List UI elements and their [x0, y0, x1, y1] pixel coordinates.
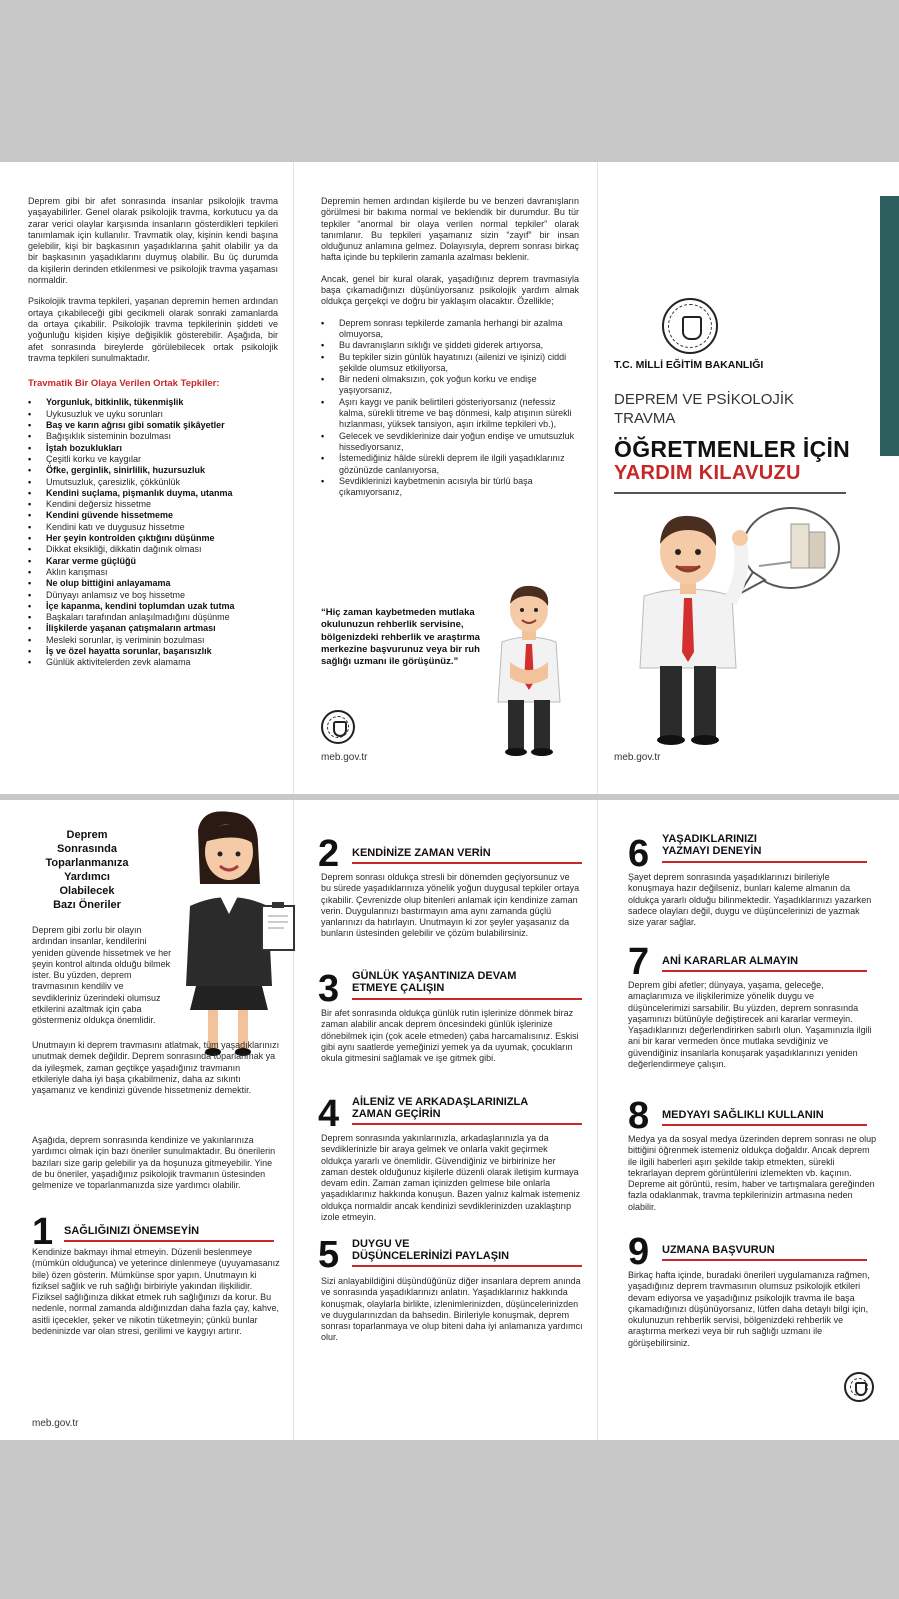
section-number: 8: [628, 1095, 650, 1137]
cover-title-red: YARDIM KILAVUZU: [614, 462, 801, 484]
list-item: • İlişkilerde yaşanan çatışmaların artması: [28, 623, 278, 634]
section-divider: [352, 1123, 582, 1125]
section-title-line: YAZMAYI DENEYİN: [662, 845, 762, 857]
section-divider: [64, 1240, 274, 1242]
section-title-line: ETMEYE ÇALIŞIN: [352, 982, 445, 994]
section-title: MEDYAYI SAĞLIKLI KULLANIN: [662, 1109, 824, 1121]
list-item: • Dünyayı anlamsız ve boş hissetme: [28, 590, 278, 601]
when-to-seek-help-paragraph: Ancak, genel bir kural olarak, yaşadığınız deprem travmasıyla başa çıkamadığınızı düşünüyorsanız psikolojik yardım almak oldukça gerçekçi ve doğru bir yaklaşım olacaktır. Özellikle;: [321, 273, 579, 307]
tips-title-line: Deprem: [66, 829, 108, 841]
list-item: • Dikkat eksikliği, dikkatin dağınık olması: [28, 544, 278, 555]
intro-paragraph-1: Deprem gibi zorlu bir olayın ardından insanlar, kendilerini yeniden güvende hissetmek ve her şeyin kontrol altında olduğu bilmek ister. Bu yüzden, deprem travmasının kendiliv ve sevdikleriniz üzerindeki olumsuz etkilerini azaltmak için çaba göstermeniz oldukça önemlidir.: [32, 925, 172, 1026]
cover-subtitle: [614, 390, 794, 428]
list-item: • Kendini güvende hissetmeme: [28, 510, 278, 521]
section-body: Deprem sonrası oldukça stresli bir dönemden geçiyorsunuz ve bu sürede yaşadıklarınıza yönelik yoğun duygusal tepkiler ortaya çıkabilir. Çevrenizde olup bitenleri anlamak için kendinize zaman verin. Duygularınızı bastırmayın ama aynı zamanda güçlü yanlarınızı da hatırlayın. Unutmayın ki zor şeyler yaşasanız da bunların üstesinden gelebilir ve çözüm bulabilirsiniz.: [321, 872, 580, 939]
intro-paragraph-3: Aşağıda, deprem sonrasında kendinize ve yakınlarınıza yardımcı olmak için bazı öneriler sunulmaktadır. Bu önerilerin bazıları size garip gelebilir ya da hoşunuza gitmeyebilir. Yine de bu öneriler, yaşadığınız psikolojik travmanın üstesinden gelmenize ve toparlanmanızda size yardımcı olabilir.: [32, 1135, 276, 1191]
section-body: Kendinize bakmayı ihmal etmeyin. Düzenli beslenmeye (mümkün olduğunca) ve yeterince dinlenmeye (uyuyamasanız bile) özen gösterin. Mümkünse spor yapın. Unutmayın ki fiziksel sağlık ve ruh sağlığı birbiriyle yakından ilişkilidir. Fiziksel sağlığınıza dikkat etmek ruh sağlığınızı da korur. Bu nedenle, normal zamanda aldığınızdan daha fazla çay, kahve, asitli içecekler, şeker ve nikotin tüketmeyin; çünkü bunlar bedeninizde var olan stresi, gerilimi ve kaygıyı artırır.: [32, 1247, 280, 1337]
section-body: Bir afet sonrasında oldukça günlük rutin işlerinize dönmek biraz zaman alabilir ancak deprem öncesindeki günlük işlerinize dönebilmek için (çok acele etmeden) çaba harcamalısınız. Eskisi gibi aynı saatlerde yemeğinizi yemek ya da uyumak, çocukların okula gitmesini sağlamak ve işe gitmek gibi.: [321, 1008, 579, 1064]
section-divider: [352, 1265, 582, 1267]
section-number: 7: [628, 941, 650, 983]
list-item: • Aklın karışması: [28, 567, 278, 578]
website-url: meb.gov.tr: [32, 1418, 79, 1429]
teacher-man-illustration: [488, 582, 570, 758]
list-item: • Gelecek ve sevdiklerinize dair yoğun endişe ve umutsuzluk hissediyorsanız,: [321, 431, 579, 454]
section-divider: [662, 1124, 867, 1126]
list-item: • Bu davranışların sıklığı ve şiddeti giderek artıyorsa,: [321, 340, 579, 351]
section-divider: [662, 861, 867, 863]
teacher-man-waving-illustration: [626, 512, 750, 748]
website-url: meb.gov.tr: [614, 752, 661, 763]
section-title-line: GÜNLÜK YAŞANTINIZA DEVAM: [352, 970, 517, 982]
reactions-heading: Travmatik Bir Olaya Verilen Ortak Tepkiler:: [28, 378, 220, 390]
section-number: 4: [318, 1093, 340, 1135]
list-item: • Karar verme güçlüğü: [28, 556, 278, 567]
list-item: • Bağışıklık sisteminin bozulması: [28, 431, 278, 442]
section-title: [662, 833, 761, 857]
section-title-line: ZAMAN GEÇİRİN: [352, 1108, 441, 1120]
section-number: 5: [318, 1234, 340, 1276]
section-divider: [662, 970, 867, 972]
tips-title-line: Olabilecek: [59, 885, 115, 897]
ministry-name: T.C. MİLLİ EĞİTİM BAKANLIĞI: [614, 359, 764, 371]
section-title: [352, 1238, 509, 1262]
list-item: • Deprem sonrası tepkilerde zamanla herhangi bir azalma olmuyorsa,: [321, 318, 579, 341]
section-title: KENDİNİZE ZAMAN VERİN: [352, 847, 491, 859]
section-number: 9: [628, 1231, 650, 1273]
list-item: • Günlük aktivitelerden zevk alamama: [28, 657, 278, 668]
trauma-reactions-paragraph: Psikolojik travma tepkileri, yaşanan depremin hemen ardından ortaya çıkabileceği gibi gecikmeli olarak sonraki zamanlarda da ortaya çıkabilir. Psikolojik travma tepkilerinin şiddeti ve yoğunluğu kişiden kişiye değişiklik gösterebilir. Aşağıda, bir afet sonrasında bireylerde görülebilecek ortak psikolojik travma tepkileri sunulmaktadır.: [28, 296, 278, 363]
section-title: [352, 970, 516, 994]
section-body: Sizi anlayabildiğini düşündüğünüz diğer insanlara deprem anında ve sonrasında yaşadıklarınızı anlatın. Yaşadıklarınız hakkında konuşmak, olaylarla birlikte, izlenimlerinizden, düşüncelerinizden ve duygularınızdan da bahsedin. Birileriyle konuşmak, deprem sonrası toparlanmaya ve olup biteni daha iyi anlamanıza yardımcı olur.: [321, 1276, 583, 1343]
section-divider: [352, 998, 582, 1000]
meb-emblem-icon: [844, 1372, 874, 1402]
section-body: Deprem gibi afetler; dünyaya, yaşama, geleceğe, amaçlarımıza ve ilişkilerimize yönelik duygu ve düşüncelerimizi sarsabilir. Bu yüzden, deprem sonrasında yaşamınızı bütünüyle değiştirecek ani kararlar vermeyin. Yaşadıklarınızı değerlendirirken sabırlı olun. Yaşamınızla ilgili ani bir karar vermeden önce mutlaka sevdiğiniz ve güvendiğiniz insanlarla konuşarak yaşadıklarınızı yeniden değerlendirmeye çalışın.: [628, 980, 872, 1070]
meb-emblem-icon: [321, 710, 355, 744]
list-item: • Öfke, gerginlik, sinirlilik, huzursuzluk: [28, 465, 278, 476]
section-title-line: AİLENİZ VE ARKADAŞLARINIZLA: [352, 1096, 529, 1108]
list-item: • Baş ve karın ağrısı gibi somatik şikâyetler: [28, 420, 278, 431]
cover-subtitle-line: TRAVMA: [614, 410, 676, 427]
speech-bubble-buildings-icon: [735, 502, 843, 602]
list-item: • Kendini katı ve duygusuz hissetme: [28, 522, 278, 533]
section-body: Şayet deprem sonrasında yaşadıklarınızı birileriyle konuşmaya hazır değilseniz, bunları kaleme almanın da oldukça yararlı olduğu bilinmektedir. Yaşadıklarınızı yazarken sadece olayları değil, duygu ve düşüncelerinizi de yazmak size yarar sağlar.: [628, 872, 872, 928]
meb-emblem-icon: [662, 298, 718, 354]
list-item: • Kendini değersiz hissetme: [28, 499, 278, 510]
cover-title: ÖĞRETMENLER İÇİN: [614, 436, 851, 462]
tips-title-line: Bazı Öneriler: [53, 899, 121, 911]
cover-divider: [614, 492, 846, 494]
tips-title-line: Toparlanmanıza: [45, 857, 129, 869]
list-item: • Çeşitli korku ve kaygılar: [28, 454, 278, 465]
reactions-column: [28, 196, 278, 669]
side-accent-bar: [880, 196, 899, 456]
section-body: Birkaç hafta içinde, buradaki önerileri uygulamanıza rağmen, yaşadığınız deprem travmasının olumsuz psikolojik etkileri devam ediyorsa ve yaşadığınız psikolojik travma ile başa çıkamadığınızı düşünüyorsanız, lütfen daha detaylı bilgi için, okulunuzun rehberlik servisi, bölgenizdeki rehberlik ve araştırma merkezi veya bir ruh sağlığı uzmanı ile görüşebilirsiniz.: [628, 1270, 870, 1348]
list-item: • İstemediğiniz hâlde sürekli deprem ile ilgili yaşadıklarınız gözünüzde canlanıyorsa,: [321, 453, 579, 476]
section-title: UZMANA BAŞVURUN: [662, 1244, 775, 1256]
normal-reactions-paragraph: Depremin hemen ardından kişilerde bu ve benzeri davranışların görülmesi bir bakıma normal ve beklendik bir durumdur. Bu tür tepkiler “anormal bir olaya verilen normal tepkiler” olarak tanımlanır. Bu tepkileri yaşamanız sizin “zayıf” bir insan olduğunuz anlamına gelmez. Dolayısıyla, deprem sonrası birkaç hafta içinde bu tepkilerin zamanla azalması beklenir.: [321, 196, 579, 263]
section-number: 2: [318, 833, 340, 875]
section-title: ANİ KARARLAR ALMAYIN: [662, 955, 799, 967]
list-item: • Ne olup bittiğini anlayamama: [28, 578, 278, 589]
referral-quote: “Hiç zaman kaybetmeden mutlaka okulunuzun rehberlik servisine, bölgenizdeki rehberlik ve araştırma merkezine başvurunuz veya bir ruh sağlığı uzmanı ile görüşünüz.”: [321, 607, 480, 668]
list-item: • Mesleki sorunlar, iş veriminin bozulması: [28, 635, 278, 646]
section-number: 1: [32, 1211, 54, 1253]
section-title-line: YAŞADIKLARINIZI: [662, 833, 757, 845]
list-item: • Her şeyin kontrolden çıktığını düşünme: [28, 533, 278, 544]
fold-line: [597, 162, 598, 794]
section-divider: [662, 1259, 867, 1261]
tips-title: [32, 828, 142, 912]
tips-title-line: Yardımcı: [64, 871, 110, 883]
fold-line: [293, 162, 294, 794]
list-item: • Yorgunluk, bitkinlik, tükenmişlik: [28, 397, 278, 408]
fold-line: [597, 800, 598, 1440]
section-body: Deprem sonrasında yakınlarınızla, arkadaşlarınızla ya da sevdiklerinizle bir araya gelmek ve onlarla vakit geçirmek oldukça yararlı ve önemlidir. Güvendiğiniz ve birbirinize her zaman destek olduğunuz kişilerle düzenli olarak iletişim kurmaya devam edin. Zaman zaman içinizden gelmese bile onlarla yaşadıklarınız hakkında konuşun. Bazen yalnız kalmak istemeniz oldukça normaldir ancak kendinizi sevdiklerinizden uzaklaştırıp izole etmeyin.: [321, 1133, 581, 1223]
list-item: • Bir nedeni olmaksızın, çok yoğun korku ve endişe yaşıyorsanız,: [321, 374, 579, 397]
list-item: • Bu tepkiler sizin günlük hayatınızı (ailenizi ve işinizi) ciddi şekilde olumsuz etkiliyorsa,: [321, 352, 579, 375]
section-title: SAĞLIĞINIZI ÖNEMSEYİN: [64, 1225, 200, 1237]
list-item: • Başkaları tarafından anlaşılmadığını düşünme: [28, 612, 278, 623]
cover-subtitle-line: DEPREM VE PSİKOLOJİK: [614, 391, 795, 408]
brochure-inner-side: [0, 800, 899, 1440]
section-title: [352, 1096, 528, 1120]
list-item: • Kendini suçlama, pişmanlık duyma, utanma: [28, 488, 278, 499]
list-item: • İş ve özel hayatta sorunlar, başarısızlık: [28, 646, 278, 657]
section-number: 6: [628, 833, 650, 875]
list-item: • İştah bozuklukları: [28, 443, 278, 454]
reactions-list: [28, 397, 278, 668]
section-number: 3: [318, 968, 340, 1010]
conditions-list: [321, 318, 579, 499]
list-item: • İçe kapanma, kendini toplumdan uzak tutma: [28, 601, 278, 612]
teacher-woman-illustration: [172, 810, 300, 1060]
brochure-outer-side: [0, 162, 899, 794]
section-divider: [352, 862, 582, 864]
help-column: [321, 196, 579, 498]
section-title-line: DÜŞÜNCELERİNİZİ PAYLAŞIN: [352, 1250, 510, 1262]
website-url: meb.gov.tr: [321, 752, 368, 763]
section-body: Medya ya da sosyal medya üzerinden deprem sonrası ne olup bittiğini öğrenmek istemeniz oldukça doğaldır. Ancak deprem ile ilgili haberleri aşırı şekilde takip etmekten, sürekli tekrarlayan deprem görüntülerini izlemekten vb. kaçının. Depreme ait görüntü, resim, haber ve tartışmalara gereğinden fazla odaklanmak, travma tepkilerinizin artmasına neden olabilir.: [628, 1134, 877, 1212]
trauma-definition-paragraph: Deprem gibi bir afet sonrasında insanlar psikolojik travma yaşayabilirler. Genel olarak psikolojik travma, korkutucu ya da zarar verici olaylar karşısında insanların gösterdikleri tepkileri tanımlamak için kullanılır. Travmatik olay, kişinin kendi başına gelebilir, kişi bir başkasının yaşadıklarına şahit olabilir ya da bir başkasının yaşadıklarını duymuş olabilir. Bu üç durumda da kişilerin derinden etkilenmesi ve psikolojik travma yaşaması normaldir.: [28, 196, 278, 286]
list-item: • Umutsuzluk, çaresizlik, çökkünlük: [28, 477, 278, 488]
list-item: • Aşırı kaygı ve panik belirtileri gösteriyorsanız (nefessiz kalma, sürekli titreme ve baş dönmesi, kalp atışının sürekli hızlanması, yüksek tansiyon, aşırı irkilme tepkileri vb.),: [321, 397, 579, 431]
list-item: • Uykusuzluk ve uyku sorunları: [28, 409, 278, 420]
tips-title-line: Sonrasında: [57, 843, 117, 855]
list-item: • Sevdiklerinizi kaybetmenin acısıyla bir türlü başa çıkamıyorsanız,: [321, 476, 579, 499]
section-title-line: DUYGU VE: [352, 1238, 410, 1250]
intro-paragraph-2-text: Unutmayın ki deprem travmasını atlatmak, tüm yaşadıklarınızı unutmak demek değildir. Deprem sonrasında toparlanmak ya da iyileşmek, zaman geçtikçe yaşadığınız travmanın etkileriyle daha iyi başa çıkabilmeniz, daha az sıkıntı yaşamanız ve kendinizi güvende hissetmeniz demektir.: [32, 1040, 280, 1096]
